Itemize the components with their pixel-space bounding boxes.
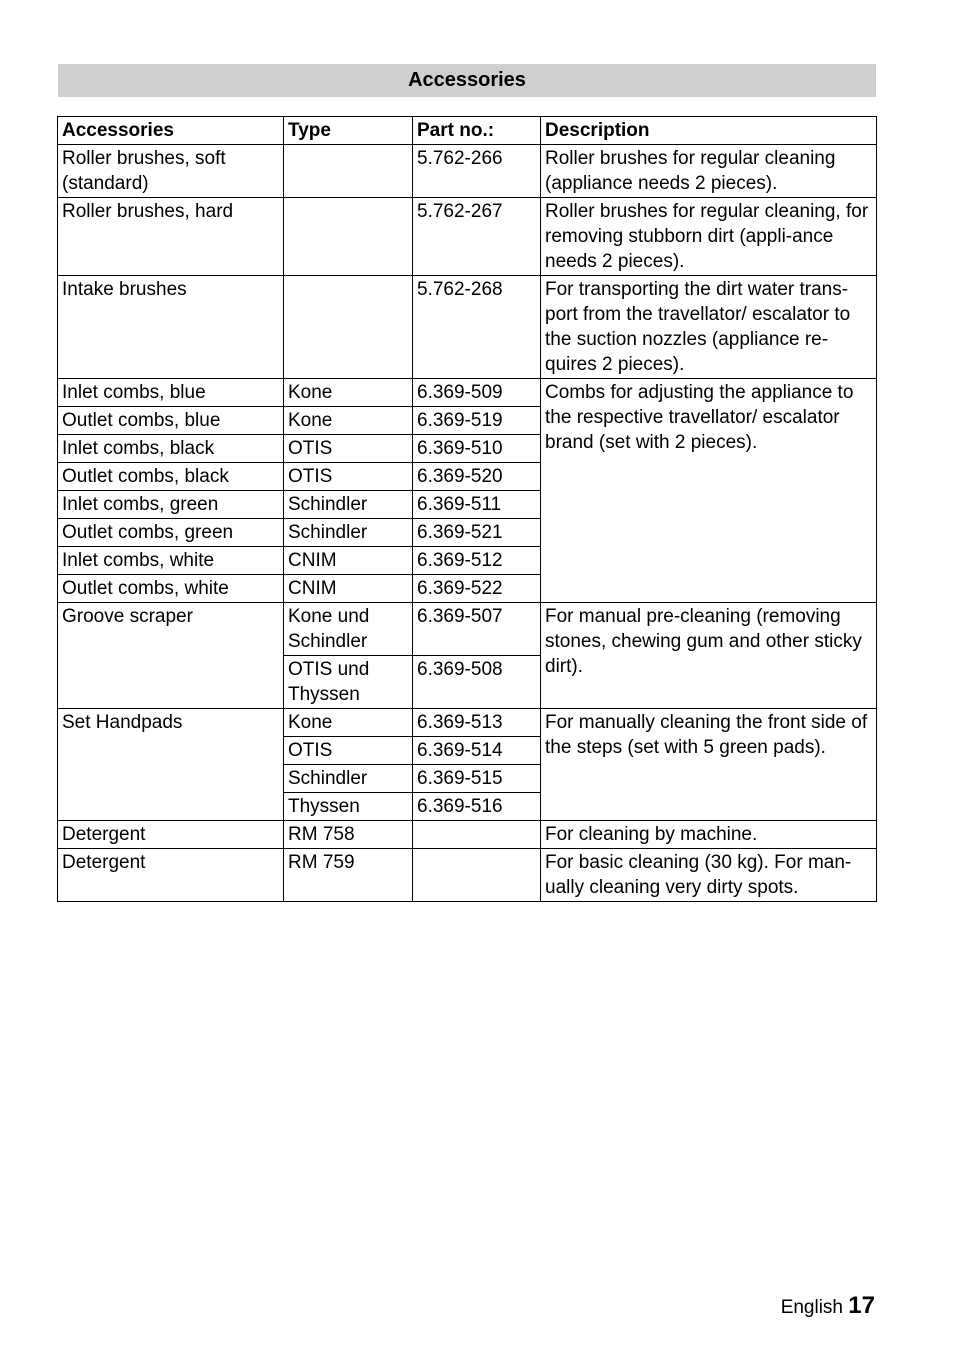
table-row (58, 198, 877, 276)
accessories-table (57, 116, 877, 902)
cell-type: OTIS (284, 737, 413, 765)
cell-description: For manual pre-cleaning (removing stones, chewing gum and other sticky dirt). (541, 603, 877, 709)
header-description: Description (541, 117, 877, 145)
table-row (58, 821, 877, 849)
cell-part: 6.369-519 (413, 407, 541, 435)
cell-part: 6.369-510 (413, 435, 541, 463)
cell-type: CNIM (284, 547, 413, 575)
cell-type: Kone und Schindler (284, 603, 413, 656)
cell-part: 5.762-267 (413, 198, 541, 276)
cell-part: 6.369-520 (413, 463, 541, 491)
cell-name: Inlet combs, white (58, 547, 284, 575)
header-type: Type (284, 117, 413, 145)
cell-type: Schindler (284, 519, 413, 547)
cell-type: Thyssen (284, 793, 413, 821)
cell-part (413, 821, 541, 849)
cell-type (284, 198, 413, 276)
footer-language: English (780, 1297, 844, 1318)
section-title: Accessories (58, 64, 876, 97)
cell-name: Outlet combs, white (58, 575, 284, 603)
cell-description: For transporting the dirt water trans-port from the travellator/ escalator to the suction nozzles (appliance re-quires 2 pieces). (541, 276, 877, 379)
cell-type: RM 759 (284, 849, 413, 902)
cell-part: 6.369-507 (413, 603, 541, 656)
cell-type: OTIS und Thyssen (284, 656, 413, 709)
cell-part: 6.369-521 (413, 519, 541, 547)
cell-type: Kone (284, 407, 413, 435)
cell-type: Schindler (284, 491, 413, 519)
table-row (58, 145, 877, 198)
cell-name: Roller brushes, soft (standard) (58, 145, 284, 198)
cell-name: Inlet combs, blue (58, 379, 284, 407)
page-footer (781, 1291, 875, 1323)
cell-description: Combs for adjusting the appliance to the respective travellator/ escalator brand (set with 2 pieces). (541, 379, 877, 603)
cell-description: For cleaning by machine. (541, 821, 877, 849)
cell-name: Intake brushes (58, 276, 284, 379)
table-header-row (58, 117, 877, 145)
header-accessories: Accessories (58, 117, 284, 145)
cell-part: 5.762-266 (413, 145, 541, 198)
cell-type: CNIM (284, 575, 413, 603)
cell-name: Outlet combs, black (58, 463, 284, 491)
cell-name: Roller brushes, hard (58, 198, 284, 276)
cell-description: Roller brushes for regular cleaning (appliance needs 2 pieces). (541, 145, 877, 198)
cell-part: 6.369-508 (413, 656, 541, 709)
cell-part: 6.369-509 (413, 379, 541, 407)
page-number: 17 (848, 1292, 875, 1319)
cell-type: Schindler (284, 765, 413, 793)
cell-name: Outlet combs, green (58, 519, 284, 547)
cell-description: Roller brushes for regular cleaning, for removing stubborn dirt (appli-ance needs 2 pieces). (541, 198, 877, 276)
table-row (58, 603, 877, 656)
cell-name: Inlet combs, black (58, 435, 284, 463)
cell-part: 6.369-516 (413, 793, 541, 821)
cell-name: Groove scraper (58, 603, 284, 709)
table-row (58, 849, 877, 902)
cell-name: Outlet combs, blue (58, 407, 284, 435)
table-row (58, 379, 877, 407)
cell-type: Kone (284, 379, 413, 407)
cell-description: For basic cleaning (30 kg). For man-ually cleaning very dirty spots. (541, 849, 877, 902)
cell-type (284, 145, 413, 198)
cell-name: Detergent (58, 849, 284, 902)
cell-name: Inlet combs, green (58, 491, 284, 519)
cell-part: 6.369-515 (413, 765, 541, 793)
table-row (58, 276, 877, 379)
cell-part: 5.762-268 (413, 276, 541, 379)
cell-part: 6.369-514 (413, 737, 541, 765)
cell-type: OTIS (284, 435, 413, 463)
cell-type: Kone (284, 709, 413, 737)
cell-part (413, 849, 541, 902)
cell-type: OTIS (284, 463, 413, 491)
cell-part: 6.369-513 (413, 709, 541, 737)
header-part-no: Part no.: (413, 117, 541, 145)
cell-type: RM 758 (284, 821, 413, 849)
table-row (58, 709, 877, 737)
cell-part: 6.369-522 (413, 575, 541, 603)
cell-part: 6.369-512 (413, 547, 541, 575)
cell-name: Set Handpads (58, 709, 284, 821)
cell-name: Detergent (58, 821, 284, 849)
cell-description: For manually cleaning the front side of the steps (set with 5 green pads). (541, 709, 877, 821)
cell-part: 6.369-511 (413, 491, 541, 519)
cell-type (284, 276, 413, 379)
